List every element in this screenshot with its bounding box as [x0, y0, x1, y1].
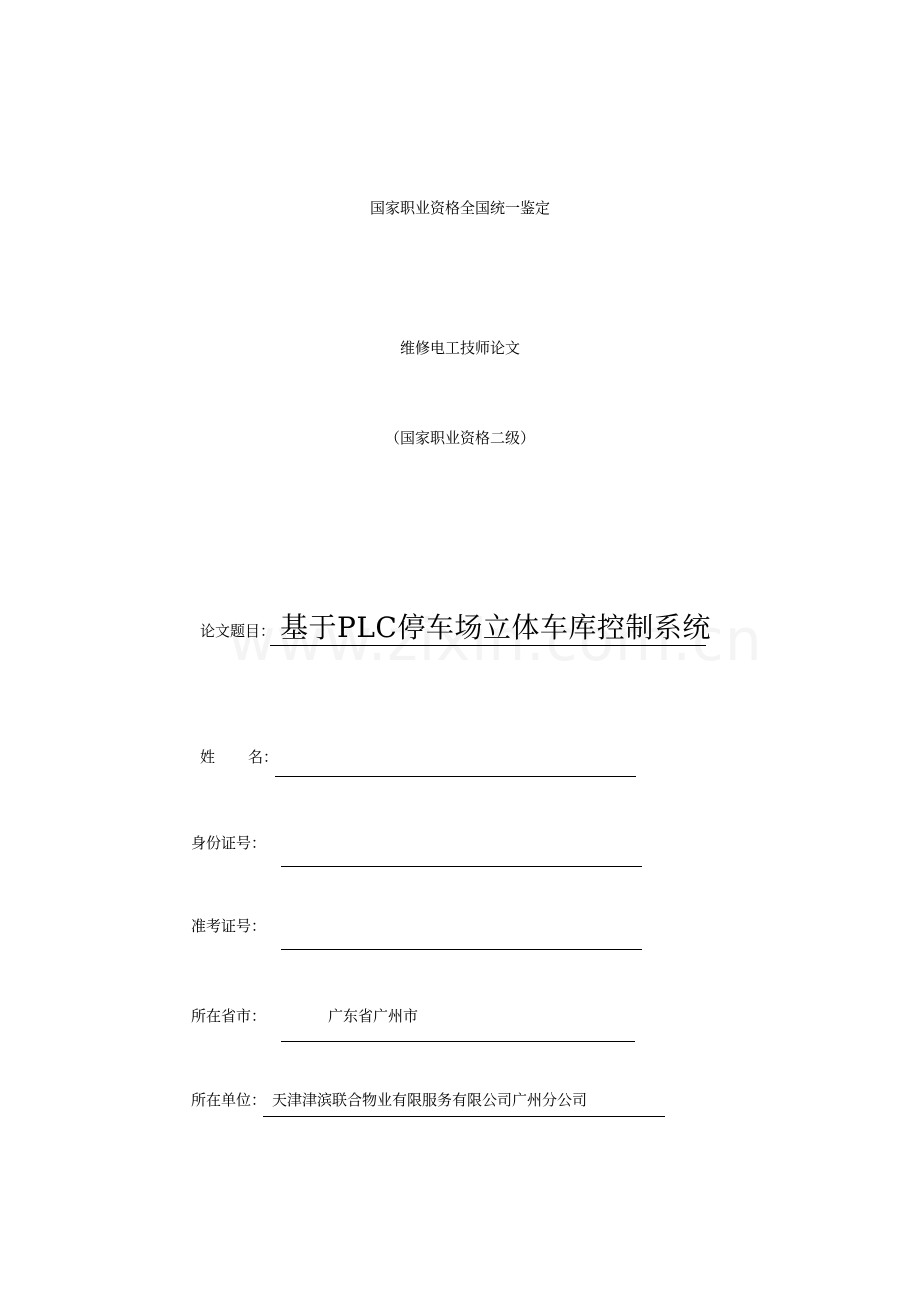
name-label-char-1: 姓 [200, 748, 216, 766]
header-line-3: （国家职业资格二级） [384, 429, 535, 447]
province-value: 广东省广州市 [328, 1007, 419, 1025]
province-label: 所在省市： [191, 1007, 267, 1025]
name-underline [275, 776, 636, 777]
header-line-1: 国家职业资格全国统一鉴定 [369, 199, 550, 217]
thesis-label: 论文题目： [200, 622, 276, 640]
unit-label: 所在单位： [191, 1091, 267, 1109]
province-underline [281, 1041, 635, 1042]
id-underline [281, 866, 642, 867]
exam-underline [281, 949, 642, 950]
id-label: 身份证号： [191, 834, 267, 852]
name-label-char-2: 名： [248, 748, 279, 766]
thesis-title-underline [270, 645, 706, 646]
unit-value: 天津津滨联合物业有限服务有限公司广州分公司 [272, 1091, 588, 1109]
thesis-title: 基于PLC停车场立体车库控制系统 [280, 611, 711, 644]
unit-underline [263, 1116, 665, 1117]
exam-label: 准考证号： [191, 917, 267, 935]
header-line-2: 维修电工技师论文 [399, 339, 520, 357]
